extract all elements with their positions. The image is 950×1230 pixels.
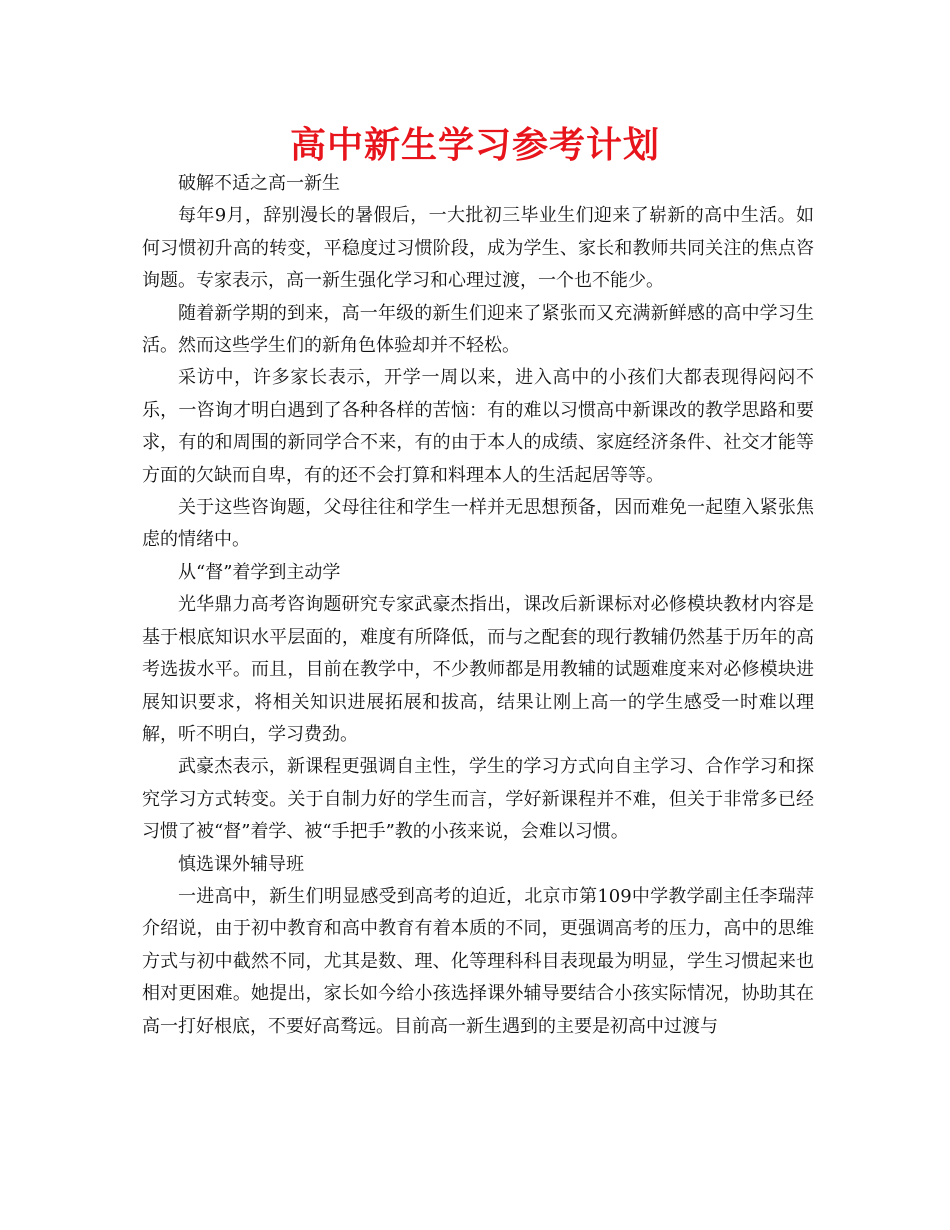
body-paragraph: 武豪杰表示，新课程更强调自主性，学生的学习方式向自主学习、合作学习和探究学习方式转变。关于自制力好的学生而言，学好新课程并不难，但关于非常多已经习惯了被“督”着学、被“手把手”教的小孩来说，会难以习惯。 [142, 756, 814, 843]
body-paragraph: 随着新学期的到来，高一年级的新生们迎来了紧张而又充满新鲜感的高中学习生活。然而这些学生们的新角色体验却并不轻松。 [142, 302, 814, 357]
section-heading: 从“督”着学到主动学 [178, 561, 341, 583]
body-paragraph: 关于这些咨询题，父母往往和学生一样并无思想预备，因而难免一起堕入紧张焦虑的情绪中。 [142, 497, 814, 551]
body-paragraph: 一进高中，新生们明显感受到高考的迫近，北京市第109中学教学副主任李瑞萍介绍说，由于初中教育和高中教育有着本质的不同，更强调高考的压力，高中的思维方式与初中截然不同，尤其是数、理、化等理科科目表现最为明显，学生习惯起来也相对更困难。她提出，家长如今给小孩选择课外辅导要结合小孩实际情况，协助其在高一打好根底，不要好高骛远。目前高一新生遇到的主要是初高中过渡与 [142, 885, 814, 1037]
body-paragraph: 采访中，许多家长表示，开学一周以来，进入高中的小孩们大都表现得闷闷不乐，一咨询才明白遇到了各种各样的苦恼：有的难以习惯高中新课改的教学思路和要求，有的和周围的新同学合不来，有的由于本人的成绩、家庭经济条件、社交才能等方面的欠缺而自卑，有的还不会打算和料理本人的生活起居等等。 [142, 367, 814, 486]
section-heading: 破解不适之高一新生 [178, 173, 340, 194]
document-body [142, 168, 814, 1043]
section-heading: 慎选课外辅导班 [178, 853, 304, 875]
body-paragraph: 光华鼎力高考咨询题研究专家武豪杰指出，课改后新课标对必修模块教材内容是基于根底知识水平层面的，难度有所降低，而与之配套的现行教辅仍然基于历年的高考选拔水平。而且，目前在教学中，不少教师都是用教辅的试题难度来对必修模块进展知识要求，将相关知识进展拓展和拔高，结果让刚上高一的学生感受一时难以理解，听不明白，学习费劲。 [142, 594, 814, 745]
document-title: 高中新生学习参考计划 [289, 125, 660, 166]
body-paragraph: 每年9月，辞别漫长的暑假后，一大批初三毕业生们迎来了崭新的高中生活。如何习惯初升高的转变，平稳度过习惯阶段，成为学生、家长和教师共同关注的焦点咨询题。专家表示，高一新生强化学习和心理过渡，一个也不能少。 [142, 205, 814, 292]
